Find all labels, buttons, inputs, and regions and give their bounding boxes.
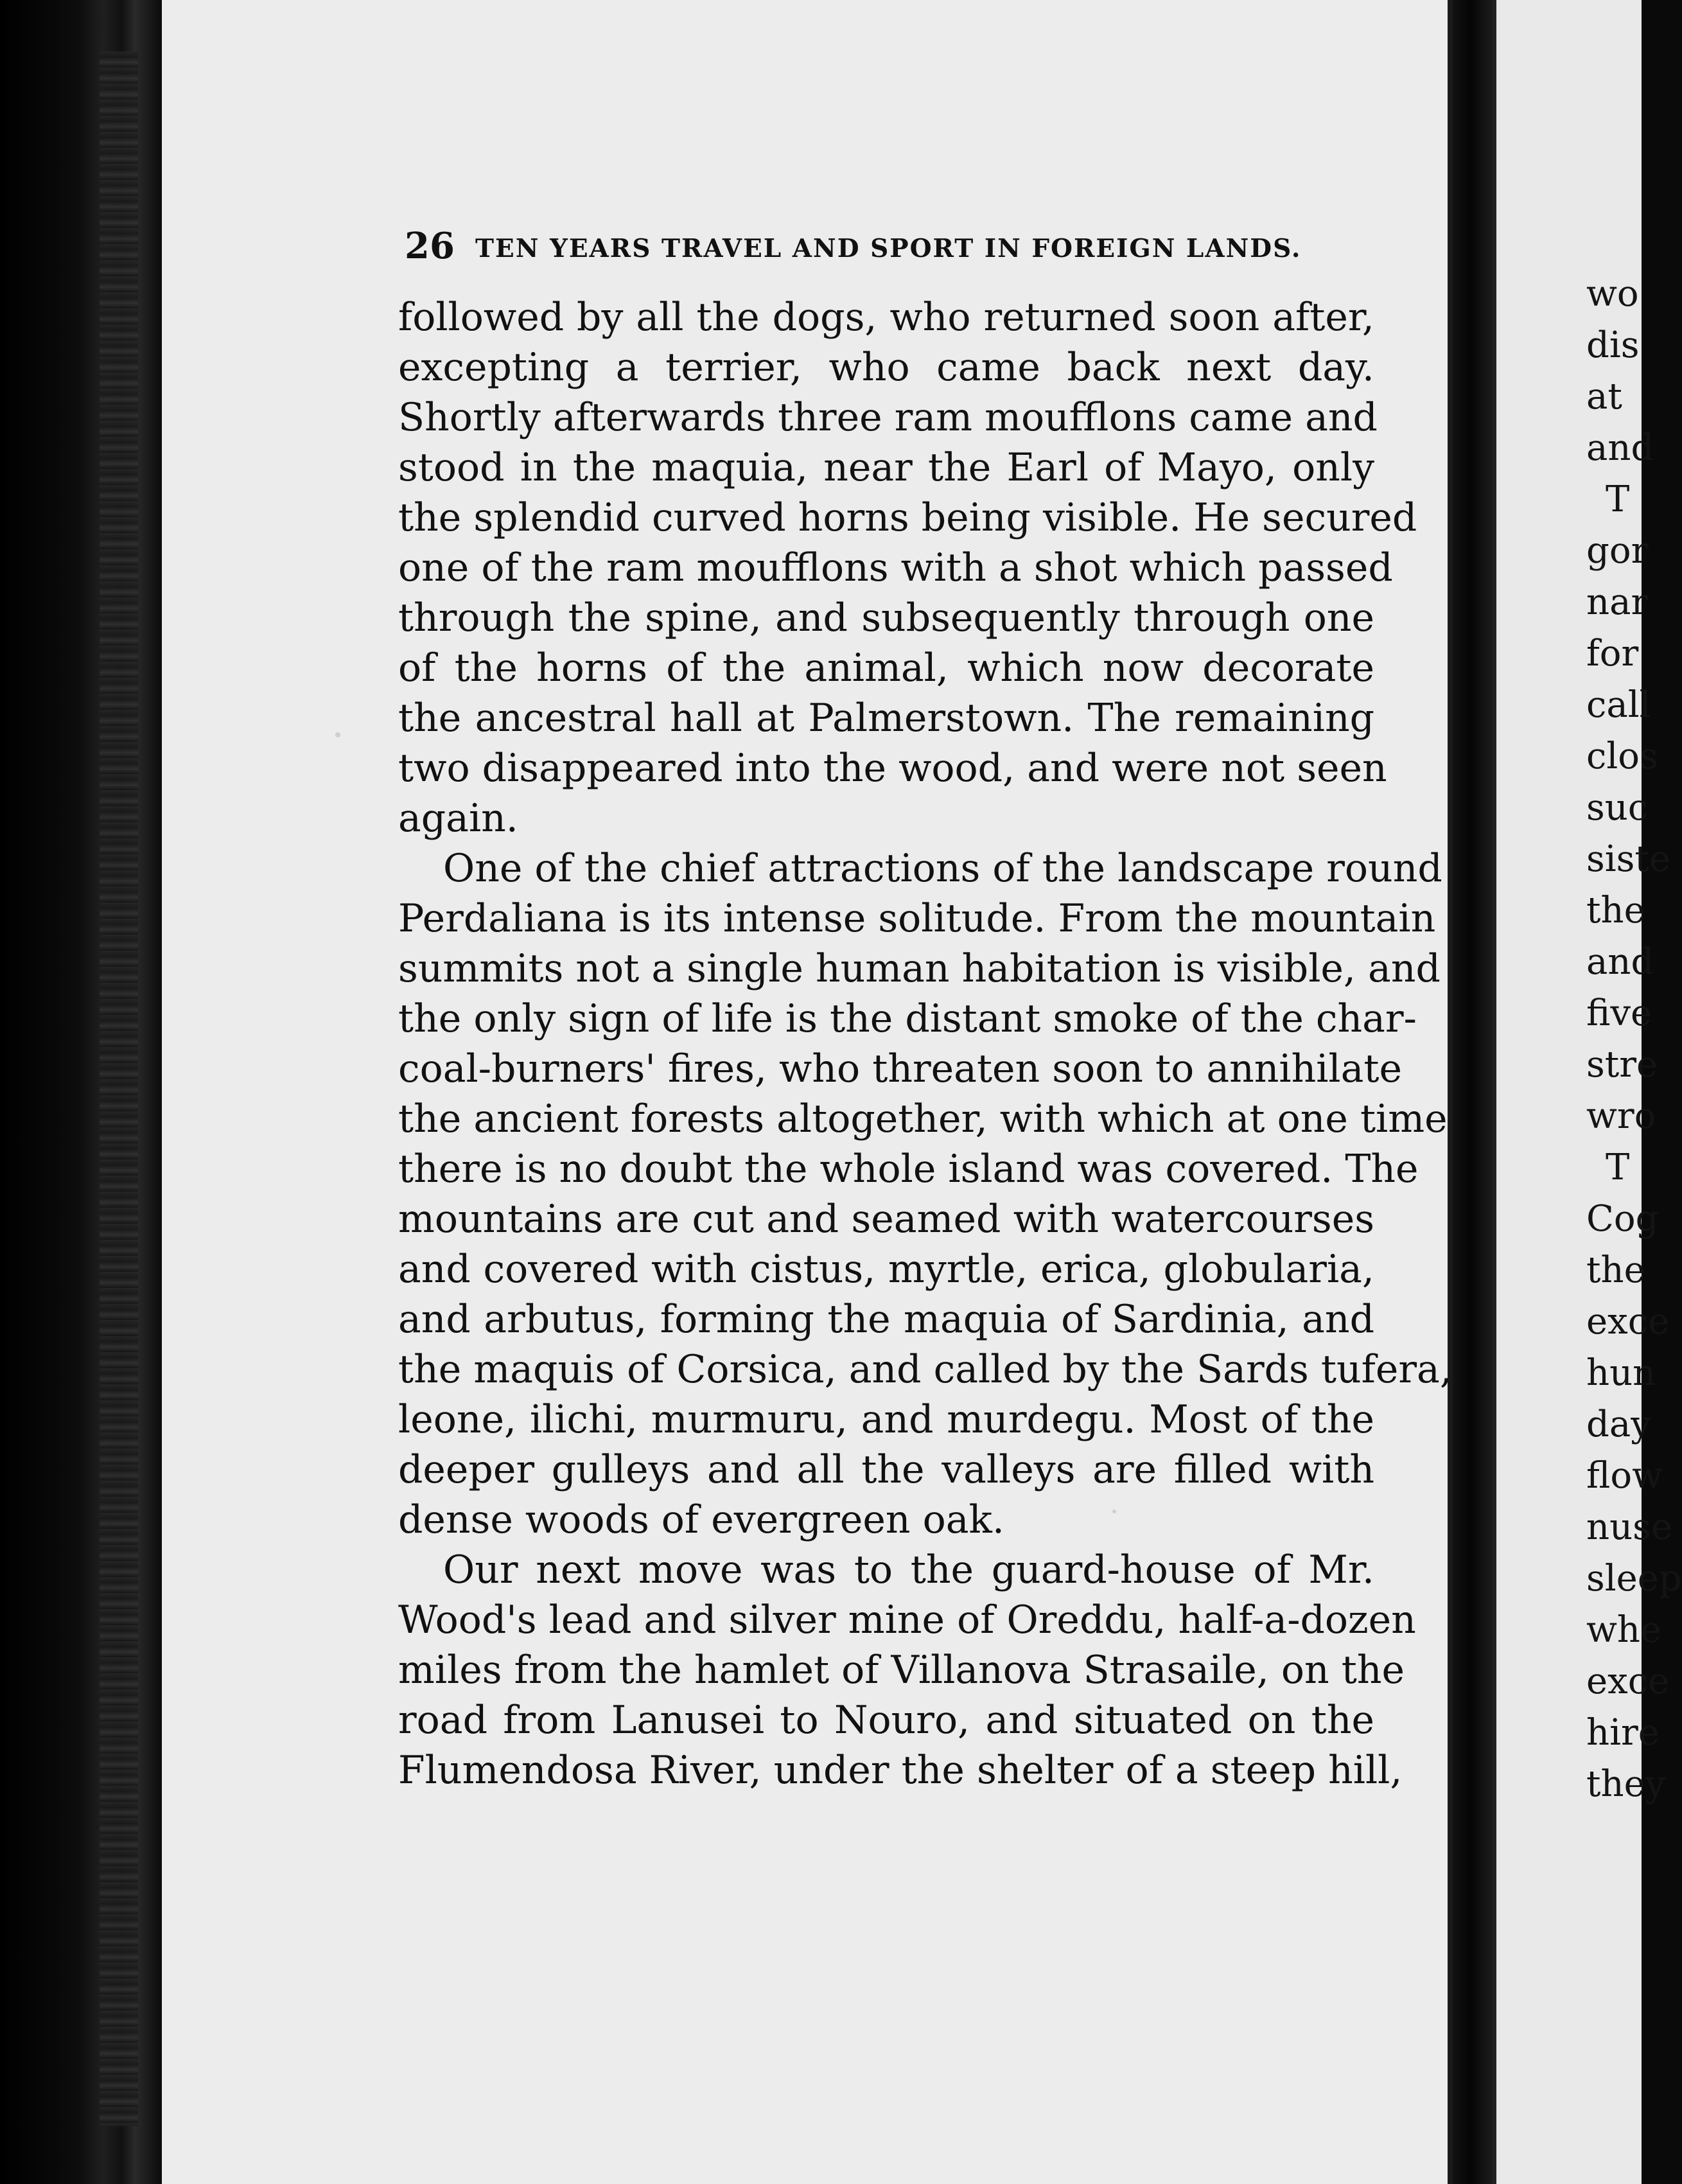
text-line: the ancestral hall at Palmerstown. The remaining [398,696,1374,741]
text-line: deeper gulleys and all the valleys are filled with [398,1447,1374,1492]
running-head [405,225,1368,270]
next-page-fragment: flow [1586,1455,1663,1497]
next-page-fragment: Cog [1586,1198,1659,1240]
text-line: two disappeared into the wood, and were not seen [398,746,1387,791]
text-line: Perdaliana is its intense solitude. From the mountain [398,896,1436,941]
text-line: dense woods of evergreen oak. [398,1497,1004,1542]
next-page-fragment: sleep [1586,1558,1682,1599]
text-line: leone, ilichi, murmuru, and murdegu. Most of the [398,1397,1374,1442]
next-page-fragment: five [1586,992,1652,1034]
page-gutter [1453,0,1493,2184]
text-line: the only sign of life is the distant smoke of the char- [398,996,1417,1041]
next-page-fragment: wro [1586,1095,1656,1137]
text-line: again. [398,796,518,841]
text-line: summits not a single human habitation is visible, and [398,946,1441,991]
page-number: 26 [405,225,455,267]
text-line: mountains are cut and seamed with watercourses [398,1197,1374,1242]
paragraph-first-line: Our next move was to the guard-house of Mr. [443,1547,1374,1592]
paragraph-first-line: One of the chief attractions of the landscape round [443,846,1442,891]
text-line: through the spine, and subsequently through one [398,595,1374,640]
next-page-fragment: the [1586,1249,1645,1291]
text-line: excepting a terrier, who came back next day. [398,345,1374,390]
text-line: the splendid curved horns being visible. He secured [398,495,1417,540]
next-page-fragment: the [1586,890,1645,931]
next-page-fragment: T [1606,1147,1630,1188]
text-line: coal-burners' fires, who threaten soon to annihilate [398,1046,1402,1091]
text-line: miles from the hamlet of Villanova Strasaile, on the [398,1648,1405,1693]
running-title: TEN YEARS TRAVEL AND SPORT IN FOREIGN LANDS. [475,234,1302,263]
text-line: Flumendosa River, under the shelter of a steep hill, [398,1748,1403,1793]
next-page-fragment: gor [1586,530,1649,572]
text-line: and arbutus, forming the maquia of Sardinia, and [398,1297,1374,1342]
text-line: stood in the maquia, near the Earl of Mayo, only [398,445,1374,490]
text-line: Shortly afterwards three ram moufflons came and [398,395,1378,440]
next-page-fragment: clos [1586,735,1658,777]
next-page-fragment: dis [1586,324,1640,366]
next-page-fragment: hun [1586,1352,1656,1394]
text-line: road from Lanusei to Nouro, and situated on the [398,1698,1374,1743]
next-page-fragment: suc [1586,787,1649,829]
next-page-fragment: for [1586,633,1639,674]
next-page-fragment: nar [1586,581,1649,623]
paper-speck [335,732,340,737]
next-page-fragment: at [1586,376,1622,418]
text-line: Wood's lead and silver mine of Oreddu, half-a-dozen [398,1598,1416,1642]
next-page-sliver [1493,0,1682,2184]
next-page-fragment: they [1586,1763,1666,1805]
next-page-fragment: stre [1586,1044,1658,1086]
next-page-fragment: T [1606,479,1630,520]
text-line: one of the ram moufflons with a shot which passed [398,545,1393,590]
text-line: there is no doubt the whole island was covered. The [398,1147,1419,1192]
next-page-fragment: whe [1586,1609,1662,1651]
next-page-fragment: call [1586,684,1651,726]
next-page-fragment: siste [1586,838,1671,880]
next-page-fragment: and [1586,427,1654,469]
book-binding [0,0,161,2184]
next-page-fragment: nuse [1586,1506,1673,1548]
text-line: of the horns of the animal, which now decorate [398,646,1374,691]
next-page-fragment: exce [1586,1301,1670,1343]
text-line: and covered with cistus, myrtle, erica, globularia, [398,1247,1374,1292]
next-page-fragment: wo [1586,273,1639,315]
next-page-fragment: hire [1586,1712,1660,1754]
binding-page-edges [100,51,138,2126]
next-page-fragment: exce [1586,1660,1670,1702]
text-line: the maquis of Corsica, and called by the Sards tufera, [398,1347,1452,1392]
text-line: the ancient forests altogether, with which at one time [398,1096,1448,1141]
next-page-fragment: day [1586,1404,1651,1445]
next-page-fragment: and [1586,941,1654,983]
text-line: followed by all the dogs, who returned soon after, [398,295,1374,340]
